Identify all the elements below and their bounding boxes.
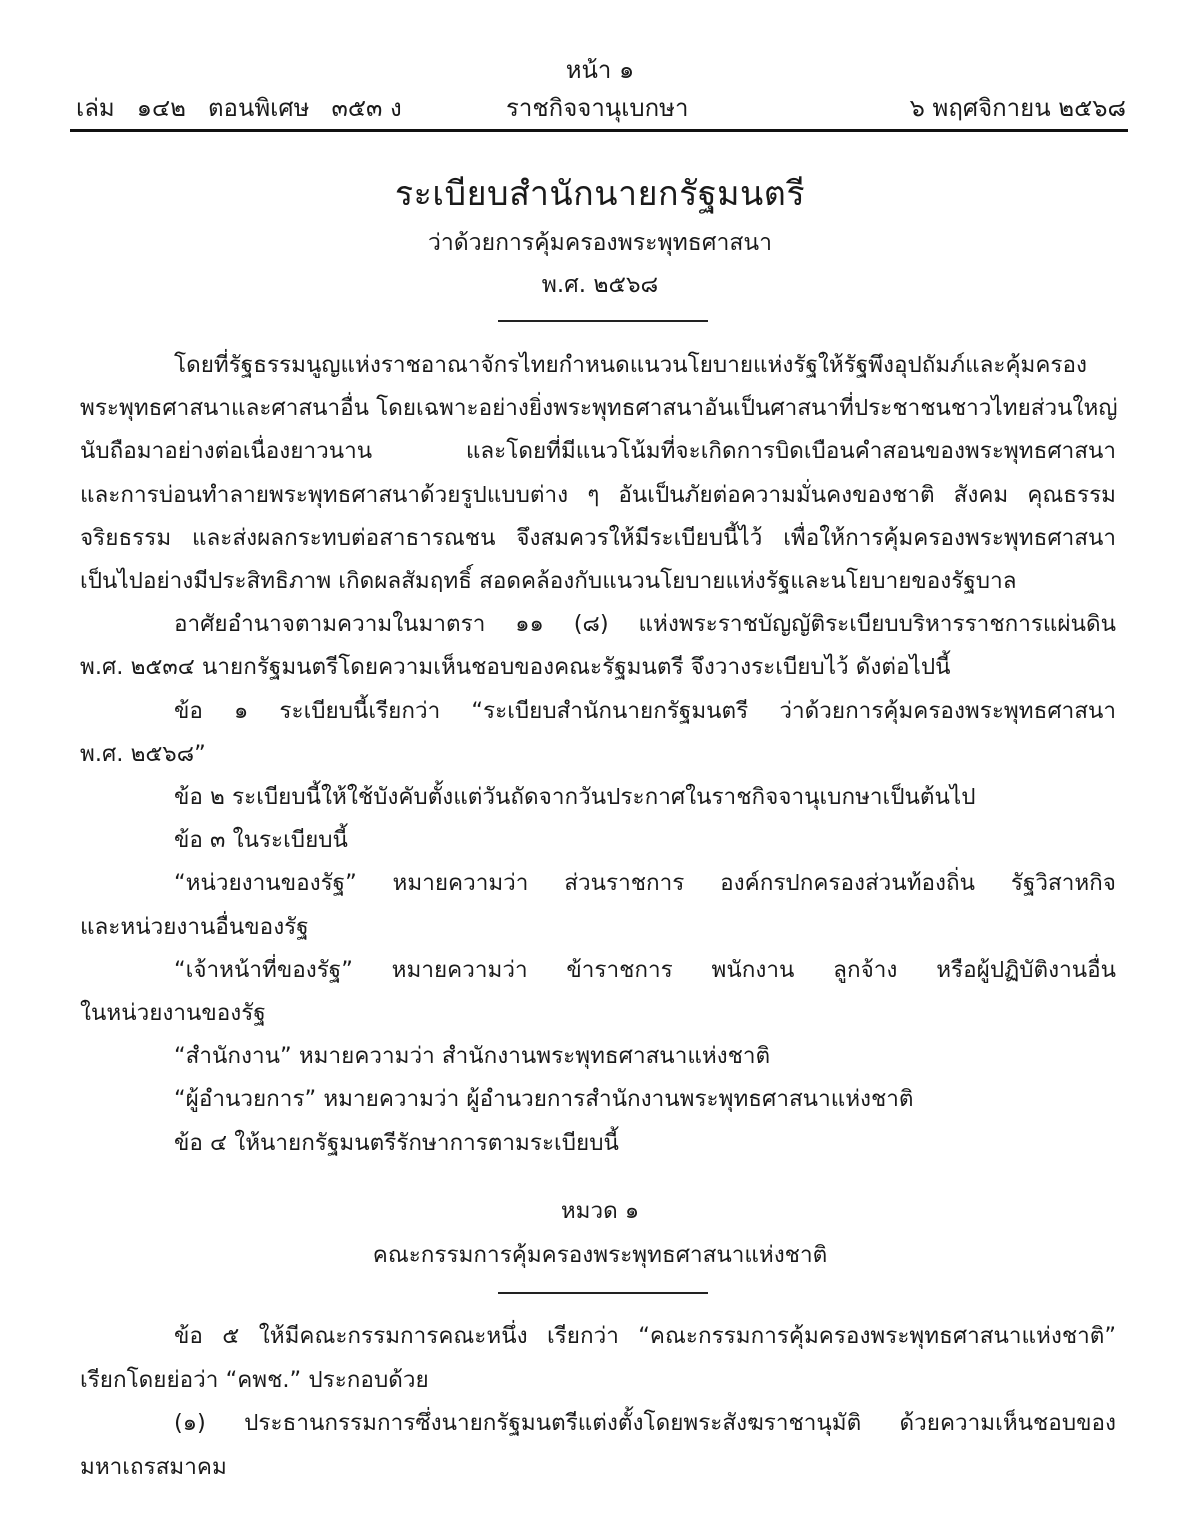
text-line: พ.ศ. ๒๕๖๘” [80,740,206,767]
volume-label: เล่ม [76,94,115,122]
text-line: “หน่วยงานของรัฐ” หมายความว่า ส่วนราชการ องค์กรปกครองส่วนท้องถิ่น รัฐวิสาหกิจ [174,870,1116,897]
document-subtitle: ว่าด้วยการคุ้มครองพระพุทธศาสนา [427,230,773,256]
chapter-label: หมวด ๑ [560,1198,640,1224]
text-line: อาศัยอำนาจตามความในมาตรา ๑๑ (๘) แห่งพระราชบัญญัติระเบียบบริหารราชการแผ่นดิน [174,611,1116,638]
text-line: ข้อ ๒ ระเบียบนี้ให้ใช้บังคับตั้งแต่วันถัดจากวันประกาศในราชกิจจานุเบกษาเป็นต้นไป [174,784,976,810]
document-title: ระเบียบสำนักนายกรัฐมนตรี [394,174,806,214]
title-divider [498,320,708,322]
chapter-title: คณะกรรมการคุ้มครองพระพุทธศาสนาแห่งชาติ [372,1242,828,1268]
text-line: นับถือมาอย่างต่อเนื่องยาวนาน และโดยที่มีแนวโน้มที่จะเกิดการบิดเบือนคำสอนของพระพุทธศาสนา [80,438,1116,465]
text-line: ในหน่วยงานของรัฐ [80,1000,266,1026]
text-line: และหน่วยงานอื่นของรัฐ [80,913,309,940]
text-line: เรียกโดยย่อว่า “คพช.” ประกอบด้วย [80,1366,429,1393]
volume-issue [76,88,402,127]
text-line: (๑) ประธานกรรมการซึ่งนายกรัฐมนตรีแต่งตั้งโดยพระสังฆราชานุมัติ ด้วยความเห็นชอบของ [174,1410,1116,1436]
document-year: พ.ศ. ๒๕๖๘ [541,272,659,298]
text-line: “เจ้าหน้าที่ของรัฐ” หมายความว่า ข้าราชการ พนักงาน ลูกจ้าง หรือผู้ปฏิบัติงานอื่น [174,956,1116,983]
text-line: จริยธรรม และส่งผลกระทบต่อสาธารณชน จึงสมควรให้มีระเบียบนี้ไว้ เพื่อให้การคุ้มครองพระพุทธศาสนา [80,524,1116,551]
page-number: หน้า ๑ [565,56,635,84]
text-line: พ.ศ. ๒๕๓๔ นายกรัฐมนตรีโดยความเห็นชอบของคณะรัฐมนตรี จึงวางระเบียบไว้ ดังต่อไปนี้ [80,654,951,681]
publication-date: ๖ พฤศจิกายน ๒๕๖๘ [909,94,1126,122]
gazette-header [76,88,1126,124]
text-line: โดยที่รัฐธรรมนูญแห่งราชอาณาจักรไทยกำหนดแนวนโยบายแห่งรัฐให้รัฐพึงอุปถัมภ์และคุ้มครอง [174,352,1087,378]
text-line: ข้อ ๕ ให้มีคณะกรรมการคณะหนึ่ง เรียกว่า “คณะกรรมการคุ้มครองพระพุทธศาสนาแห่งชาติ” [174,1323,1116,1349]
text-line: ข้อ ๓ ในระเบียบนี้ [174,827,348,854]
text-line: “สำนักงาน” หมายความว่า สำนักงานพระพุทธศาสนาแห่งชาติ [174,1043,771,1070]
text-line: มหาเถรสมาคม [80,1453,227,1480]
volume-number: ๑๔๒ [136,94,186,122]
text-line: “ผู้อำนวยการ” หมายความว่า ผู้อำนวยการสำนักงานพระพุทธศาสนาแห่งชาติ [174,1086,914,1113]
text-line: ข้อ ๔ ให้นายกรัฐมนตรีรักษาการตามระเบียบนี้ [174,1129,619,1156]
chapter-divider [498,1292,708,1294]
issue-label: ตอนพิเศษ [207,94,310,122]
text-line: ข้อ ๑ ระเบียบนี้เรียกว่า “ระเบียบสำนักนายกรัฐมนตรี ว่าด้วยการคุ้มครองพระพุทธศาสนา [174,697,1116,724]
text-line: และการบ่อนทำลายพระพุทธศาสนาด้วยรูปแบบต่าง ๆ อันเป็นภัยต่อความมั่นคงของชาติ สังคม คุณธรรม [80,481,1116,508]
publication-name: ราชกิจจานุเบกษา [506,94,689,122]
header-divider [70,129,1128,132]
text-line: พระพุทธศาสนาและศาสนาอื่น โดยเฉพาะอย่างยิ่งพระพุทธศาสนาอันเป็นศาสนาที่ประชาชนชาวไทยส่วนใหญ่ [80,395,1118,422]
issue-number: ๓๕๓ ง [331,94,402,122]
text-line: เป็นไปอย่างมีประสิทธิภาพ เกิดผลสัมฤทธิ์ สอดคล้องกับแนวนโยบายแห่งรัฐและนโยบายของรัฐบาล [80,568,1017,594]
